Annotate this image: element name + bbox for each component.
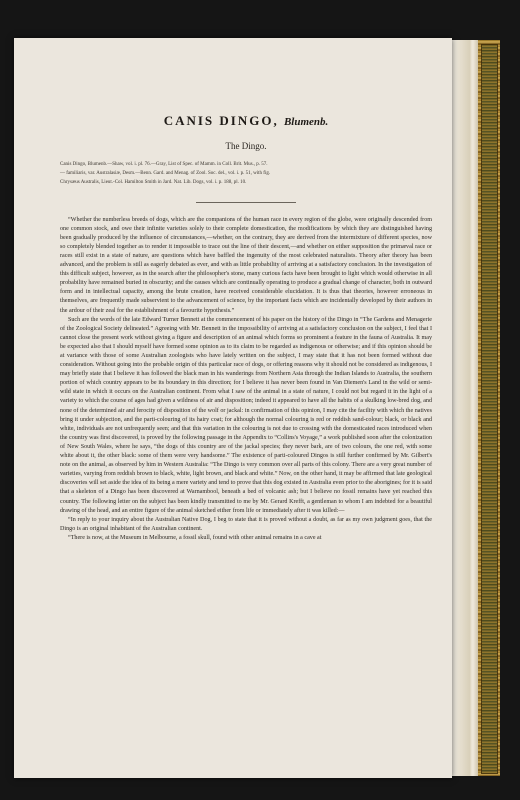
divider-rule	[196, 202, 296, 203]
body-text	[60, 216, 432, 543]
species-authority: Blumenb.	[283, 116, 329, 128]
synonym-line: — familiaris, var. Australasiæ, Desm.—Benn. Gard. and Menag. of Zool. Soc. del., vol. i. p. 51, with fig.	[60, 171, 271, 177]
paragraph: “Whether the numberless breeds of dogs, which are the companions of the human race in every region of the globe, were originally descended from one common stock, and owe their infinite varieties solely to their complete domestication, the modifications by which they are distinguished having been gradually produced by the influence of circumstances,—whether, on the contrary, they are derived from the intermixture of different species, now so completely blended together as to render it impossible to trace out the line of their descent,—and whether on either supposition the primæval race or races still exist in a state of nature, are questions which have baffled the ingenuity of the most celebrated naturalists. Theory after theory has been advanced, and the problem is still as eagerly debated as ever, and with as little probability of arriving at a satisfactory conclusion. In the investigation of this difficult subject, however, as in the search after the philosopher's stone, many curious facts have been brought to light which would otherwise in all probability have remained buried in obscurity; and the causes which are continually operating to produce a gradual change of character, both in outward form and in intellectual capacity, among the brute creation, have received considerable elucidation. It is thus that theories, however erroneous in themselves, are frequently made subservient to the advancement of science, by the important facts which are incidentally developed by their authors in the ardour of their zeal for the establishment of a favourite hypothesis.”	[60, 216, 432, 314]
page-content	[60, 113, 432, 543]
common-name: The Dingo.	[225, 141, 267, 151]
synonym-line: Chrysæus Australis, Lieut.-Col. Hamilton Smith in Jard. Nat. Lib. Dogs, vol. i. p. 188, pl. 10.	[60, 180, 247, 186]
synonym-line: Canis Dingo, Blumenb.—Shaw, vol. i. pl. 76.—Gray, List of Spec. of Mamm. in Coll. Brit. Mus., p. 57.	[60, 162, 268, 167]
paragraph: “There is now, at the Museum in Melbourne, a fossil skull, found with other animal remains in a cave at	[68, 534, 322, 541]
gilt-page-edge-border	[481, 44, 498, 774]
paragraph: Such are the words of the late Edward Turner Bennett at the commencement of his paper on the history of the Dingo in “The Gardens and Menagerie of the Zoological Society delineated.” Agreeing with Mr. Bennett in the impossibility of arriving at a satisfactory conclusion on the subject, I feel that I cannot close the present work without giving a figure and description of an animal which forms so prominent a feature in the fauna of Australia. It may be expected also that I should myself have formed some opinion as to its claim to be regarded as indigenous or otherwise; and if this opinion should be at variance with those of some Australian zoologists who have lately written on the subject, I may state that it has not been formed without due consideration. Without going into the probable origin of this particular race of dogs, or offering reasons why it should not be considered as indigenous, I may briefly state that I believe it has followed the black man in his wanderings from Northern Asia through the Indian Islands to Australia, the southern portion of which country appears to be its boundary in this direction; for I believe it has never been found in Van Diemen's Land in the wild or semi-wild state in which it occurs on the Australian continent. From what I saw of the animal in a state of nature, I could not but regard it in the light of a variety to which the course of ages had given a wildness of air and disposition; indeed it appeared to have all the habits of a skulking low-bred dog, and none of the determined air and ferocity of disposition of the wolf or jackal: in confirmation of this opinion, I may cite the facility with which the natives bring it under subjection, and the parti-colouring of its hairy coat; for although the normal colouring is red or reddish sand-colour; black, or black and white, individuals are not unfrequently seen; and that this variation in the colouring is not due to crossing with the domesticated races introduced when the country was first discovered, is proved by the following passage in the Appendix to “Collins's Voyage,” a work published soon after the colonization of New South Wales, where he says, “the dogs of this country are of the jackal species; they never bark, are of two colours, the one red, with some white about it, the other black: some of them were very handsome.” The existence of parti-coloured Dingos is still further confirmed by Mr. Gilbert's note on the animal, as observed by him in Western Australia: “The Dingo is very common over all parts of this colony. There are a very great number of varieties, varying from reddish brown to black, white, light brown, and black and white.” Now, on the other hand, it may be affirmed that late geological discoveries will set aside the idea of its being a mere variety and tend to prove that this dog existed in Australia even prior to the aborigines; for it is said that a skeleton of a Dingo has been discovered at Warnambool, beneath a bed of volcanic ash; but I believe no fossil remains have yet reached this country. The following letter on the subject has been kindly transmitted to me by Mr. Gerard Krefft, a gentleman to whom I am indebted for a beautiful drawing of the head, and an entire figure of the animal sketched either from life or immediately after it was killed:—	[60, 316, 432, 514]
species-title	[60, 113, 432, 129]
species-name: CANIS DINGO,	[163, 113, 279, 128]
paragraph: “In reply to your inquiry about the Australian Native Dog, I beg to state that it is proved without a doubt, as far as my own judgment goes, that the Dingo is an original inhabitant of the Australian continent.	[60, 516, 432, 532]
